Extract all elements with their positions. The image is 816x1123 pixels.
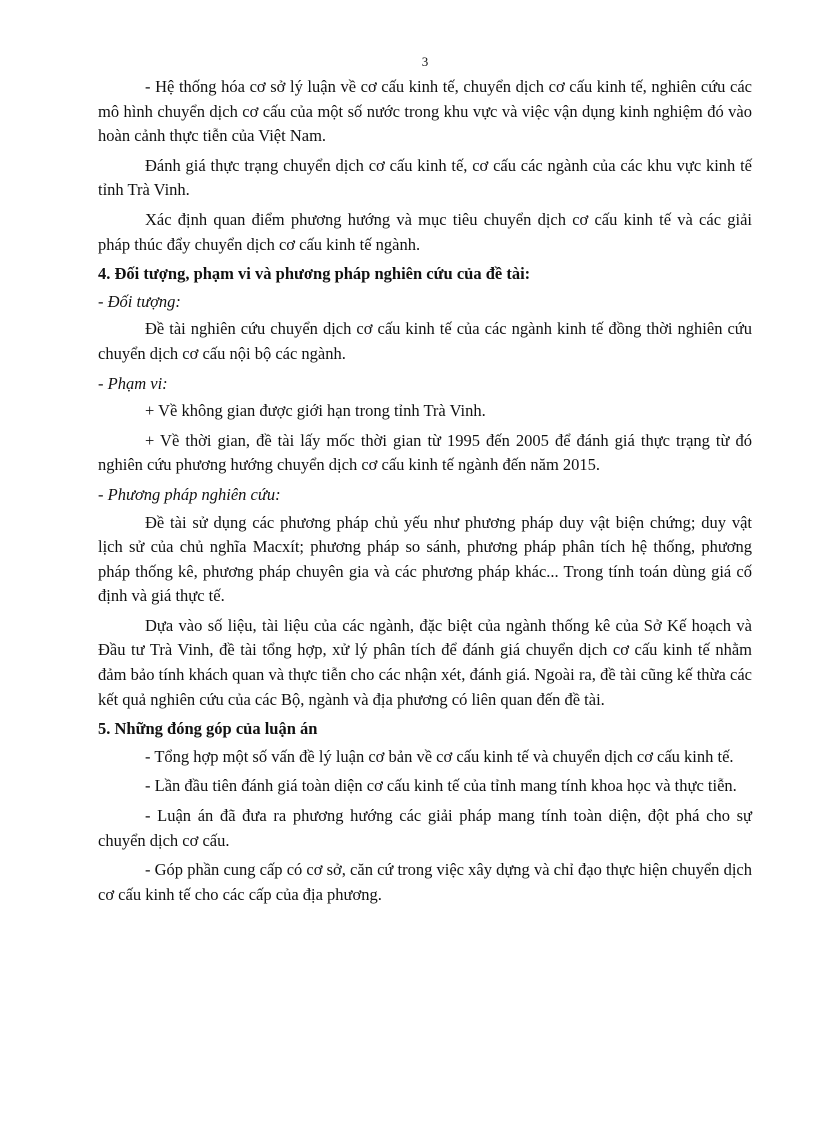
contribution-item: - Lần đầu tiên đánh giá toàn diện cơ cấu kinh tế của tỉnh mang tính khoa học và thực tiễn. — [145, 776, 737, 796]
document-page — [98, 54, 752, 912]
method-paragraph-1: Đề tài sử dụng các phương pháp chủ yếu như phương pháp duy vật biện chứng; duy vật lịch sử của chủ nghĩa Macxít; phương pháp so sánh, phương pháp phân tích hệ thống, phương pháp thống kê, phương pháp chuyên gia và các phương pháp khác... Trong tính toán dùng giá cố định và giá thực tế. — [98, 512, 752, 606]
object-label: - Đối tượng: — [98, 291, 181, 311]
objective-paragraph-1: - Hệ thống hóa cơ sở lý luận về cơ cấu kinh tế, chuyển dịch cơ cấu kinh tế, nghiên cứu các mô hình chuyển dịch cơ cấu của một số nước trong khu vực và việc vận dụng kinh nghiệm đó vào hoàn cảnh thực tiễn của Việt Nam. — [98, 77, 752, 146]
section-4-heading: 4. Đối tượng, phạm vi và phương pháp nghiên cứu của đề tài: — [98, 264, 531, 284]
contribution-item: - Góp phần cung cấp có cơ sở, căn cứ trong việc xây dựng và chỉ đạo thực hiện chuyển dịch cơ cấu kinh tế cho các cấp của địa phương. — [98, 860, 752, 904]
method-label: - Phương pháp nghiên cứu: — [98, 484, 281, 504]
contribution-item: - Luận án đã đưa ra phương hướng các giải pháp mang tính toàn diện, đột phá cho sự chuyển dịch cơ cấu. — [98, 806, 752, 850]
scope-space-paragraph: + Về không gian được giới hạn trong tỉnh Trà Vinh. — [145, 401, 486, 421]
page-number: 3 — [421, 54, 429, 69]
scope-time-paragraph: + Về thời gian, đề tài lấy mốc thời gian từ 1995 đến 2005 để đánh giá thực trạng từ đó nghiên cứu phương hướng chuyển dịch cơ cấu kinh tế ngành đến năm 2015. — [98, 430, 752, 475]
contribution-item: - Tổng hợp một số vấn đề lý luận cơ bản về cơ cấu kinh tế và chuyển dịch cơ cấu kinh tế. — [145, 746, 734, 766]
method-paragraph-2: Dựa vào số liệu, tài liệu của các ngành, đặc biệt của ngành thống kê của Sở Kế hoạch và Đầu tư Trà Vinh, đề tài tổng hợp, xử lý phân tích để đánh giá chuyển dịch cơ cấu kinh tế nhằm đảm bảo tính khách quan và thực tiễn cho các nhận xét, đánh giá. Ngoài ra, đề tài cũng kế thừa các kết quả nghiên cứu của các Bộ, ngành và địa phương có liên quan đến đề tài. — [98, 615, 752, 709]
scope-label: - Phạm vi: — [98, 373, 168, 393]
object-paragraph: Đề tài nghiên cứu chuyển dịch cơ cấu kinh tế của các ngành kinh tế đồng thời nghiên cứu chuyển dịch cơ cấu nội bộ các ngành. — [98, 319, 752, 363]
section-5-heading: 5. Những đóng góp của luận án — [98, 719, 318, 739]
objective-paragraph-2: Đánh giá thực trạng chuyển dịch cơ cấu kinh tế, cơ cấu các ngành của các khu vực kinh tế tỉnh Trà Vinh. — [98, 155, 752, 200]
objective-paragraph-3: Xác định quan điểm phương hướng và mục tiêu chuyển dịch cơ cấu kinh tế và các giải pháp thúc đẩy chuyển dịch cơ cấu kinh tế ngành. — [98, 209, 752, 254]
